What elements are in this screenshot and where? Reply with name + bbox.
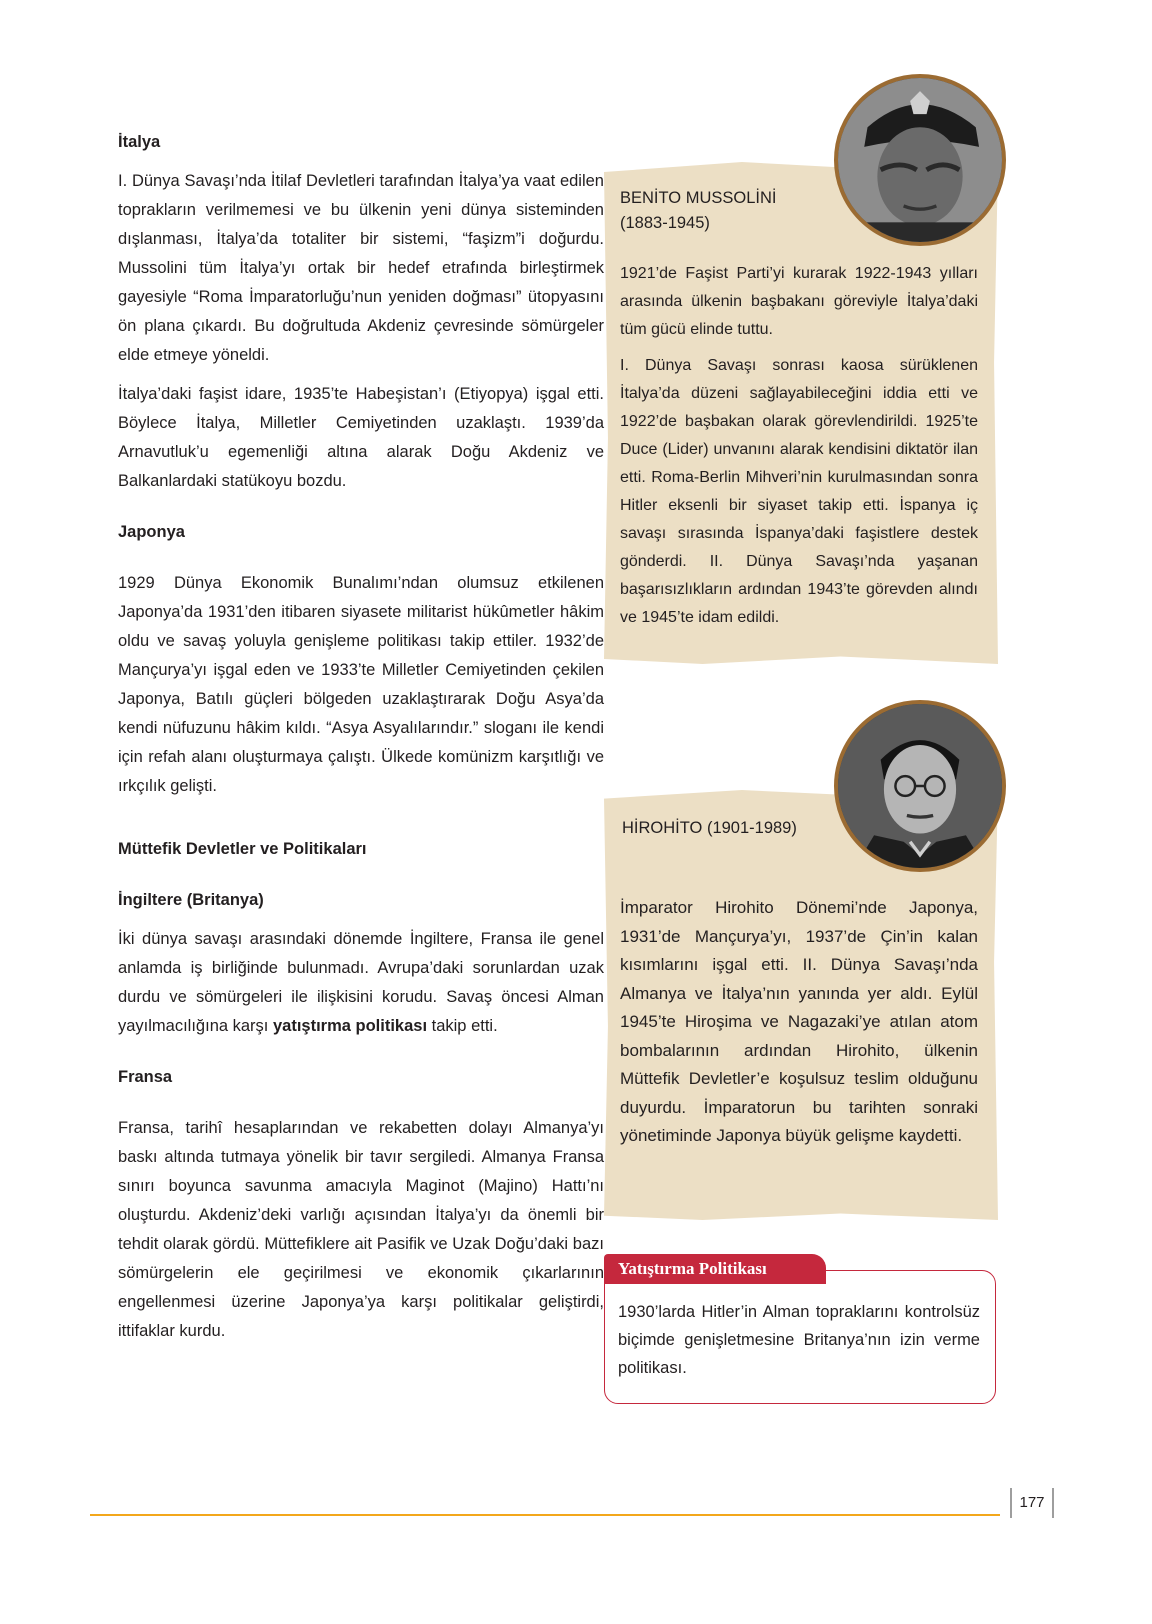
fransa-paragraph-1: Fransa, tarihî hesaplarından ve rekabetten dolayı Almanya’yı baskı altında tutmaya yönelik bir tavır sergiledi. Almanya Fransa sınırı boyunca savunma amacıyla Maginot (Majino) Hattı’nı oluşturdu. Akdeniz’deki varlığı açısından İtalya’yı da önemli bir tehdit olarak gördü. Müttefiklere ait Pasifik ve Uzak Doğu’daki bazı sömürgelerin ele geçirilmesi ve ekonomik çıkarlarının engellenmesi üzerine Japonya’ya karşı politikalar geliştirdi, ittifaklar kurdu. <box>118 1119 604 1340</box>
appeasement-title: Yatıştırma Politikası <box>604 1254 826 1284</box>
hirohito-name: HİROHİTO (1901-1989) <box>622 819 797 837</box>
fransa-heading: Fransa <box>118 1068 173 1086</box>
hirohito-paragraph-1: İmparator Hirohito Dönemi’nde Japonya, 1931’de Mançurya’yı, 1937’de Çin’in kalan kısımlarını işgal etti. II. Dünya Savaşı’nda Almanya ve İtalya’nın yanında yer aldı. Eylül 1945’te Hiroşima ve Nagazaki’ye atılan atom bombalarının ardından Hirohito, ülkenin Müttefik Devletler’e koşulsuz teslim olduğunu duyurdu. İmparatorun bu tarihten sonraki yönetiminde Japonya büyük gelişme kaydetti. <box>620 898 978 1145</box>
mussolini-photo <box>838 78 1002 242</box>
page-number: 177 <box>1010 1488 1054 1518</box>
japonya-heading: Japonya <box>118 523 185 541</box>
hirohito-bio-text <box>620 894 978 1159</box>
japonya-paragraph-1: 1929 Dünya Ekonomik Bunalımı’ndan olumsuz etkilenen Japonya’da 1931’den itibaren siyasete militarist hükûmetler hâkim oldu ve savaş yoluyla genişleme politikası takip ettiler. 1932’de Mançurya’yı işgal eden ve 1933’te Milletler Cemiyetinden çekilen Japonya, Batılı güçleri bölgeden uzaklaştırarak Doğu Asya’da kendi nüfuzunu hâkim kıldı. “Asya Asyalılarındır.” sloganı ile kendi için refah alanı oluşturmaya çalıştı. Ülkede komünizm karşıtlığı ve ırkçılık gelişti. <box>118 574 604 795</box>
mussolini-paragraph-1: 1921’de Faşist Parti’yi kurarak 1922-1943 yılları arasında ülkenin başbakanı göreviyle İtalya’daki tüm gücü elinde tuttu. <box>620 265 978 338</box>
ingiltere-heading: İngiltere (Britanya) <box>118 891 264 909</box>
italya-paragraph-1: I. Dünya Savaşı’nda İtilaf Devletleri tarafından İtalya’ya vaat edilen toprakların verilmemesi ve bu ülkenin yeni dünya sisteminden dışlanması, İtalya’da totaliter bir sistemi, “faşizm”i doğurdu. Mussolini tüm İtalya’yı ortak bir hedef etrafında birleştirmek gayesiyle “Roma İmparatorluğu’nun yeniden doğması” ütopyasını ön plana çıkardı. Bu doğrultuda Akdeniz çevresinde sömürgeler elde etmeye yöneldi. <box>118 172 604 364</box>
muttefik-heading: Müttefik Devletler ve Politikaları <box>118 840 367 858</box>
main-text-column <box>118 128 604 1346</box>
italya-heading: İtalya <box>118 133 161 151</box>
mussolini-name: BENİTO MUSSOLİNİ <box>620 189 777 207</box>
mussolini-years: (1883-1945) <box>620 214 710 232</box>
hirohito-portrait <box>834 700 1006 872</box>
italya-paragraph-2: İtalya’daki faşist idare, 1935’te Habeşistan’ı (Etiyopya) işgal etti. Böylece İtalya, Milletler Cemiyetinden uzaklaştı. 1939’da Arnavutluk’u egemenliği altına alarak Doğu Akdeniz ve Balkanlardaki statükoyu bozdu. <box>118 385 604 490</box>
ingiltere-text-start: İki dünya savaşı arasındaki dönemde İngiltere, Fransa ile genel anlamda iş birliğinde bulunmadı. Avrupa’daki sorunlardan uzak durdu ve sömürgeleri ile ilişkisini korudu. Savaş öncesi Alman yayılmacılığına karşı <box>118 930 604 1035</box>
hirohito-photo <box>838 704 1002 868</box>
ingiltere-text-end: takip etti. <box>427 1017 498 1035</box>
mussolini-paragraph-2: I. Dünya Savaşı sonrası kaosa sürüklenen İtalya’da düzeni sağlayabileceğini iddia etti ve 1922’de başbakan olarak görevlendirildi. 1925’te Duce (Lider) unvanını alarak kendisini diktatör ilan etti. Roma-Berlin Mihveri’nin kurulmasından sonra Hitler eksenli bir siyaset takip etti. İspanya iç savaşı sırasında İspanya’daki faşistlere destek gönderdi. II. Dünya Savaşı’nda yaşanan başarısızlıkların ardından 1943’te görevden alındı ve 1945’te idam edildi. <box>620 357 978 626</box>
footer-divider <box>90 1514 1000 1516</box>
appeasement-definition-text: 1930’larda Hitler’in Alman topraklarını kontrolsüz biçimde genişletmesine Britanya’nın izin verme politikası. <box>618 1303 980 1377</box>
mussolini-name-block <box>620 186 830 236</box>
ingiltere-paragraph-1 <box>118 925 604 1041</box>
mussolini-bio-text <box>620 260 978 640</box>
ingiltere-bold-term: yatıştırma politikası <box>272 1017 428 1035</box>
mussolini-portrait <box>834 74 1006 246</box>
